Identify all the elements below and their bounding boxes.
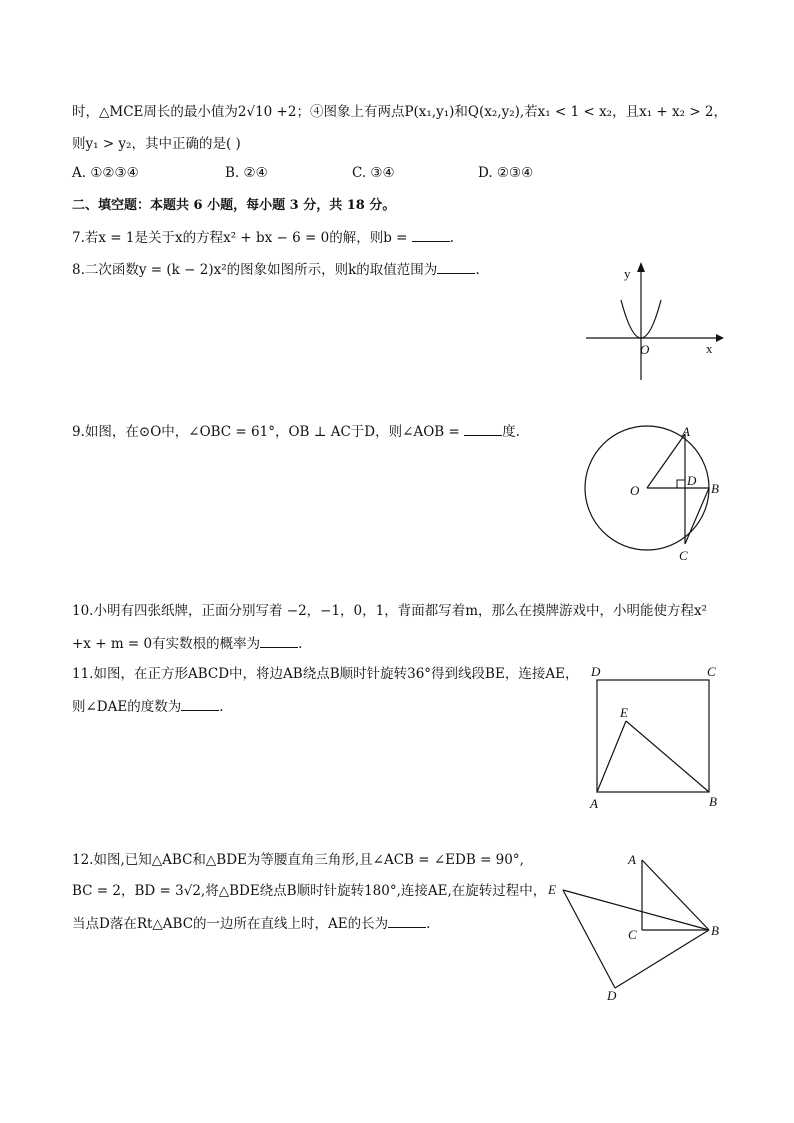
q11-square-figure <box>580 660 730 815</box>
q9-label-a: A <box>682 424 690 439</box>
q12-seg-ed <box>563 890 615 988</box>
q11-label-a: A <box>590 796 598 811</box>
q9-label-b: B <box>711 481 719 496</box>
q6-choice-b: B. ②④ <box>225 165 268 181</box>
q9-seg-bc <box>685 488 709 544</box>
q12-line2: BC = 2，BD = 3√2,将△BDE绕点B顺时针旋转180°,连接AE,在旋转过程中， <box>72 883 547 899</box>
q9-answer-blank <box>464 421 502 436</box>
q8-answer-blank <box>437 259 475 274</box>
q12-answer-blank <box>388 913 426 928</box>
q11-square <box>597 680 709 792</box>
q11-seg-be <box>626 721 709 792</box>
q12-seg-ab <box>642 860 709 930</box>
q10-line2: +x + m = 0有实数根的概率为 <box>72 636 261 652</box>
q7-tail: . <box>449 230 455 246</box>
q7-answer-blank <box>412 227 450 242</box>
q11-label-e: E <box>620 705 628 720</box>
q9-label-d: D <box>687 473 697 488</box>
q12-seg-eb <box>563 890 709 930</box>
section-heading: 二、填空题：本题共 6 小题，每小题 3 分，共 18 分。 <box>72 198 396 213</box>
q8-x-arrow <box>716 334 724 342</box>
q10-line1: 10.小明有四张纸牌，正面分别写着 −2，−1，0，1，背面都写着m，那么在摸牌游戏中，小明能使方程x² <box>72 603 708 619</box>
q11-line1: 11.如图，在正方形ABCD中，将边AB绕点B顺时针旋转36°得到线段BE，连接AE， <box>72 666 579 682</box>
q12-line3-wrap <box>72 913 430 934</box>
q6-line2: 则y₁ > y₂，其中正确的是( ) <box>72 136 241 152</box>
q8-parabola-figure <box>580 258 730 388</box>
q9-text-a: 9.如图，在⊙O中，∠OBC = 61°，OB ⊥ AC于D，则∠AOB = <box>72 424 460 440</box>
q8-label-o: O <box>640 342 650 357</box>
q9-text-b: 度. <box>502 424 520 440</box>
q6-line1: 时，△MCE周长的最小值为2√10 +2；④图象上有两点P(x₁,y₁)和Q(x₂,y₂),若x₁ < 1 < x₂，且x₁ + x₂ > 2， <box>72 104 728 120</box>
q11-line2-wrap <box>72 696 224 717</box>
q12-line3: 当点D落在Rt△ABC的一边所在直线上时，AE的长为 <box>72 916 389 932</box>
q12-label-e: E <box>548 882 556 897</box>
q10-line2-wrap <box>72 633 302 654</box>
q11-label-c: C <box>707 664 716 679</box>
q12-label-c: C <box>628 927 637 942</box>
q12-line1: 12.如图,已知△ABC和△BDE为等腰直角三角形,且∠ACB = ∠EDB = 90°, <box>72 852 524 868</box>
q6-choice-a: A. ①②③④ <box>72 165 139 181</box>
q11-tail: . <box>219 699 224 715</box>
q12-label-d: D <box>607 988 617 1003</box>
q10-tail: . <box>298 636 303 652</box>
q9-label-c: C <box>679 548 688 563</box>
q7 <box>72 227 454 248</box>
q6-choice-c: C. ③④ <box>352 165 395 181</box>
q7-text: 7.若x = 1是关于x的方程x² + bx − 6 = 0的解，则b = <box>72 230 408 246</box>
q8-y-arrow <box>637 262 645 272</box>
q11-seg-ae <box>597 721 626 792</box>
q8-text: 8.二次函数y = (k − 2)x²的图象如图所示，则k的取值范围为 <box>72 262 438 278</box>
q9-right-angle-mark <box>677 480 685 488</box>
q12-triangle-figure <box>545 848 730 1008</box>
q6-choice-d: D. ②③④ <box>478 165 534 181</box>
q12-tail: . <box>426 916 431 932</box>
q8-label-y: y <box>624 266 631 281</box>
q11-answer-blank <box>181 696 219 711</box>
q11-label-b: B <box>709 794 717 809</box>
q8-label-x: x <box>706 341 713 356</box>
q11-label-d: D <box>591 664 601 679</box>
q9-label-o: O <box>630 483 640 498</box>
q8-tail: . <box>475 262 480 278</box>
q12-label-b: B <box>711 923 719 938</box>
q8 <box>72 259 480 280</box>
q10-answer-blank <box>260 633 298 648</box>
q11-line2: 则∠DAE的度数为 <box>72 699 182 715</box>
q12-label-a: A <box>628 852 636 867</box>
q9-circle-figure <box>580 420 730 570</box>
q9 <box>72 421 520 442</box>
